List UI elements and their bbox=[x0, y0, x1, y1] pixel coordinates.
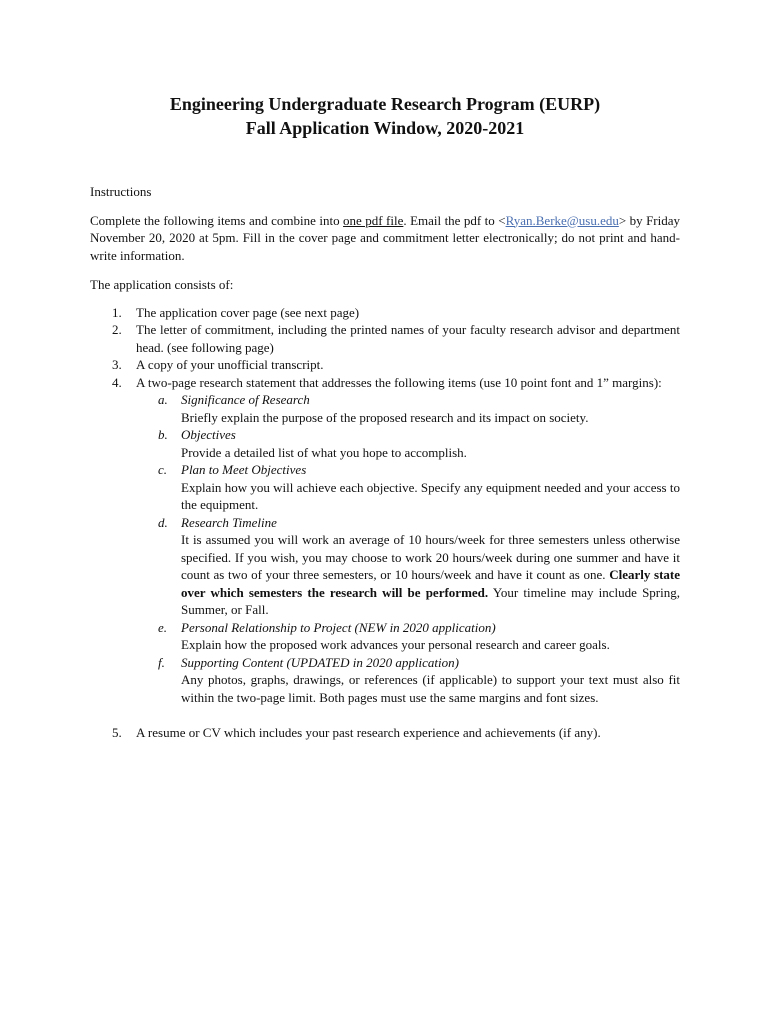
list-item bbox=[90, 304, 680, 322]
title-line-2: Fall Application Window, 2020-2021 bbox=[245, 118, 525, 138]
sublist-item-body: Any photos, graphs, drawings, or references (if applicable) to support your text must also fit within the two-page limit. Both pages must use the same margins and font sizes. bbox=[181, 672, 680, 705]
email-link[interactable]: Ryan.Berke@usu.edu bbox=[505, 212, 619, 228]
list-item-text: A two-page research statement that addresses the following items (use 10 point font and 1” margins): bbox=[136, 374, 662, 390]
list-item-number: 2. bbox=[112, 322, 122, 337]
sublist-item-title: Significance of Research bbox=[181, 392, 310, 407]
list-item-text: A copy of your unofficial transcript. bbox=[136, 357, 324, 372]
instructions-heading: Instructions bbox=[90, 184, 152, 199]
instructions-text-2: . Email the pdf to < bbox=[403, 212, 506, 228]
list-item bbox=[90, 321, 680, 356]
sublist-item-letter: e. bbox=[158, 619, 168, 635]
document-page bbox=[90, 92, 680, 742]
title-line-1: Engineering Undergraduate Research Program (EURP) bbox=[169, 94, 601, 114]
sublist-item bbox=[136, 426, 680, 461]
sublist-item-title: Plan to Meet Objectives bbox=[181, 462, 307, 477]
instructions-text-1: Complete the following items and combine into bbox=[90, 212, 344, 228]
sublist-item-title: Supporting Content (UPDATED in 2020 application) bbox=[181, 654, 459, 670]
sublist-item-title: Personal Relationship to Project (NEW in 2020 application) bbox=[181, 619, 496, 635]
list-item bbox=[90, 374, 680, 707]
list-item bbox=[90, 356, 680, 374]
sublist-item-letter: a. bbox=[158, 392, 168, 407]
sublist-item-body: Provide a detailed list of what you hope to accomplish. bbox=[181, 444, 467, 460]
instructions-underline: one pdf file bbox=[343, 212, 404, 228]
instructions-paragraph bbox=[90, 212, 680, 265]
list-item-number: 1. bbox=[112, 304, 122, 320]
sublist-item bbox=[136, 391, 680, 426]
document-title bbox=[90, 92, 680, 140]
list-item-number: 4. bbox=[112, 374, 122, 390]
sublist-item-body: Explain how you will achieve each objective. Specify any equipment needed and your access to the equipment. bbox=[181, 479, 680, 512]
sublist-item-letter: f. bbox=[158, 654, 165, 670]
list-item bbox=[90, 724, 680, 742]
research-statement-sublist bbox=[136, 391, 680, 706]
sublist-item-body: Explain how the proposed work advances your personal research and career goals. bbox=[181, 637, 610, 652]
timeline-text-1: It is assumed you will work an average of 10 hours/week for three semesters unless otherwise specified. If you wish, you may choose to work 20 hours/week during one summer and have it count as two of your three semesters, or 10 hours/week and have it count as one. bbox=[181, 532, 680, 582]
sublist-item bbox=[136, 619, 680, 654]
timeline-text-2: Your timeline may include Spring, Summer, or Fall. bbox=[181, 584, 680, 617]
sublist-item bbox=[136, 461, 680, 514]
sublist-item bbox=[136, 514, 680, 619]
sublist-item bbox=[136, 654, 680, 707]
sublist-item-letter: d. bbox=[158, 514, 168, 530]
list-item-text: A resume or CV which includes your past research experience and achievements (if any). bbox=[136, 725, 601, 740]
sublist-item-title: Objectives bbox=[181, 427, 236, 442]
list-item-text: The letter of commitment, including the printed names of your faculty research advisor and department head. (see following page) bbox=[136, 322, 680, 355]
timeline-bold-text: Clearly state over which semesters the research will be performed. bbox=[181, 567, 681, 600]
list-item-text: The application cover page (see next page) bbox=[136, 304, 360, 320]
sublist-item-letter: c. bbox=[158, 462, 168, 477]
list-item-number: 3. bbox=[112, 357, 122, 372]
sublist-item-body bbox=[181, 531, 680, 619]
instructions-text-3: > by Friday November 20, 2020 at 5pm. Fill in the cover page and commitment letter electronically; do not print and hand-write information. bbox=[90, 212, 681, 263]
application-items-list bbox=[90, 304, 680, 742]
consists-label: The application consists of: bbox=[90, 277, 234, 292]
list-item-number: 5. bbox=[112, 725, 122, 740]
sublist-item-title: Research Timeline bbox=[181, 514, 277, 530]
sublist-item-body: Briefly explain the purpose of the proposed research and its impact on society. bbox=[181, 409, 589, 425]
sublist-item-letter: b. bbox=[158, 427, 168, 442]
